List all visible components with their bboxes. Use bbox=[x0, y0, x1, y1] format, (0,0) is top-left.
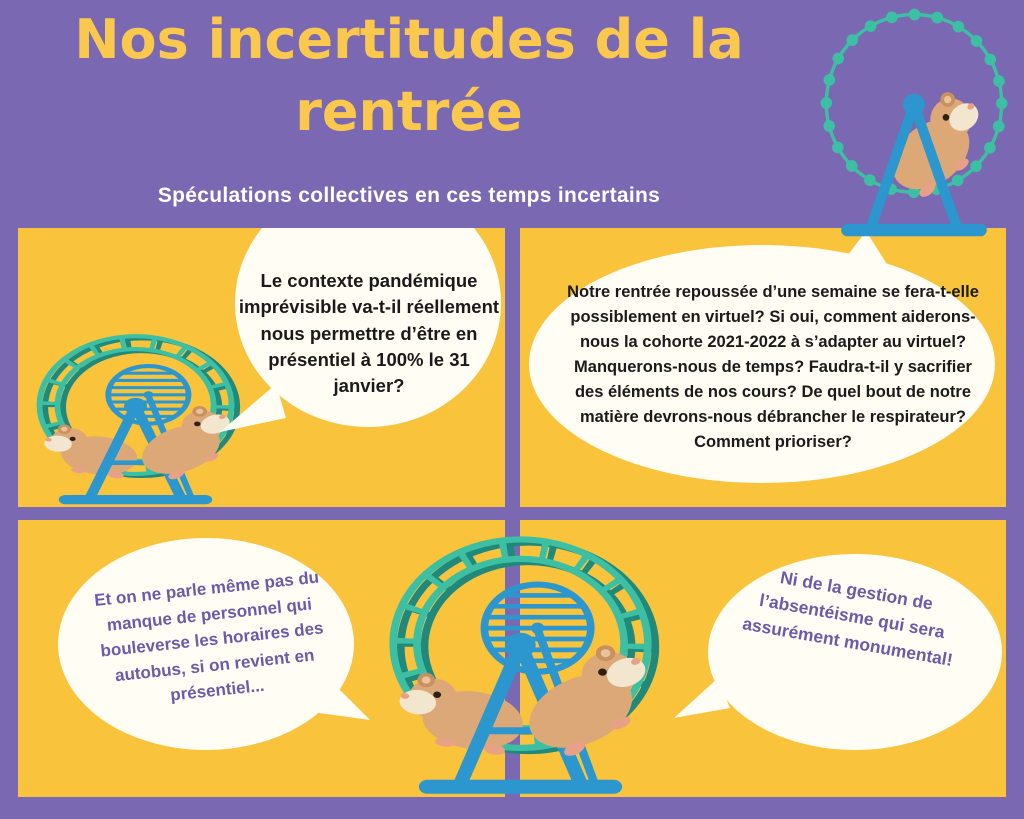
speech-bubble-tail-bottom-right bbox=[666, 668, 746, 732]
panel-top-left bbox=[18, 228, 505, 507]
poster-title-line2: rentrée bbox=[295, 79, 523, 143]
speech-bubble-text-top-right: Notre rentrée repoussée d’une semaine se fera-t-elle possiblement en virtuel? Si oui, comment aiderons-nous la cohorte 2021-2022 à s’adapter au virtuel? Manquerons-nous de temps? Faudra-t-il y sacrifier des éléments de nos cours? De quel bout de notre matière devrons-nous débrancher le respirateur? Comment prioriser? bbox=[567, 283, 979, 452]
poster-title bbox=[0, 4, 818, 148]
poster-subtitle: Spéculations collectives en ces temps incertains bbox=[157, 184, 661, 207]
speech-bubble-text-bottom-right: Ni de la gestion de l’absentéisme qui sera assurément monumental! bbox=[741, 567, 955, 670]
speech-bubble-text-bottom-left: Et on ne parle même pas du manque de personnel qui bouleverse les horaires des autobus, si on revient en présentiel... bbox=[93, 567, 325, 705]
speech-bubble-text-top-left: Le contexte pandémique imprévisible va-t-il réellement nous permettre d’être en présentiel à 100% le 31 janvier? bbox=[238, 270, 500, 397]
panel-top-right bbox=[520, 228, 1006, 507]
hamster-wheel-illustration-top-left bbox=[28, 328, 243, 507]
poster-title-line1: Nos incertitudes de la bbox=[74, 8, 744, 71]
hamster-wheel-illustration-center bbox=[378, 527, 663, 807]
hamster-wheel-illustration-top-right bbox=[812, 0, 1016, 248]
